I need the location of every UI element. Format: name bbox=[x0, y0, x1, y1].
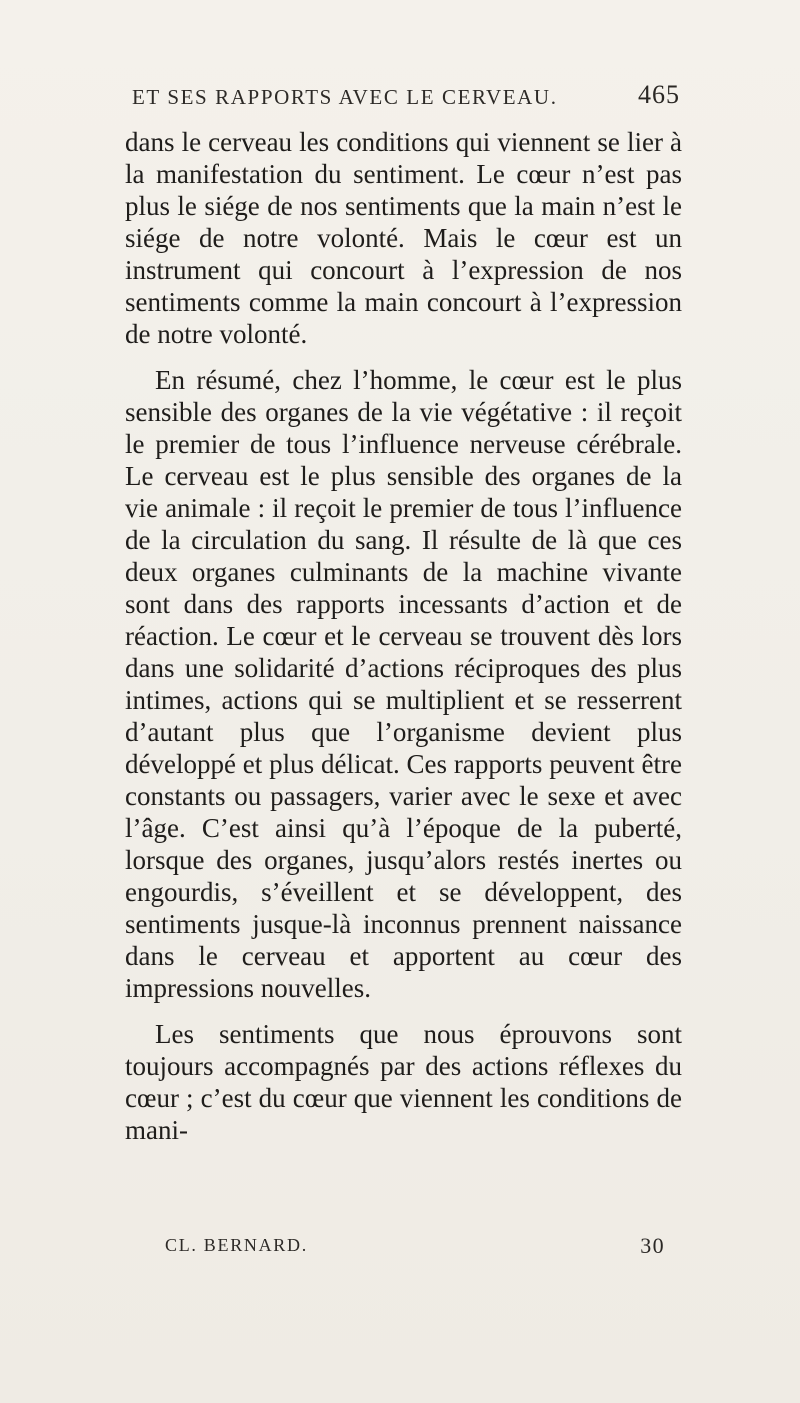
running-title: ET SES RAPPORTS AVEC LE CERVEAU. bbox=[132, 85, 558, 109]
running-head bbox=[126, 80, 680, 120]
page-footer bbox=[165, 1235, 665, 1265]
paragraph-summary: En résumé, chez l’homme, le cœur est le plus sensible des organes de la vie végétative : il reçoit le premier de tous l’influence nerveuse cérébrale. Le cerveau est le plus sensible des organes de la vie animale : il reçoit le premier de tous l’influence de la circulation du sang. Il résulte de là que ces deux organes culminants de la machine vivante sont dans des rapports incessants d’action et de réaction. Le cœur et le cerveau se trouvent dès lors dans une solidarité d’actions réciproques des plus intimes, actions qui se multiplient et se resserrent d’autant plus que l’organisme devient plus développé et plus délicat. Ces rapports peuvent être constants ou passagers, varier avec le sexe et avec l’âge. C’est ainsi qu’à l’époque de la puberté, lorsque des organes, jusqu’alors restés inertes ou engourdis, s’éveillent et se développent, des sentiments jusque-là inconnus prennent naissance dans le cerveau et apportent au cœur des impressions nouvelles. bbox=[125, 365, 682, 1003]
printer-signature: CL. BERNARD. bbox=[165, 1235, 308, 1255]
page-number: 465 bbox=[638, 80, 680, 109]
sheet-number: 30 bbox=[640, 1233, 665, 1258]
paragraph-continuation: dans le cerveau les conditions qui viennent se lier à la manifestation du sentiment. Le cœur n’est pas plus le siége de nos sentiments que la main n’est le siége de notre volonté. Mais le cœur est un instrument qui concourt à l’expression de nos sentiments comme la main concourt à l’expression de notre volonté. bbox=[125, 127, 682, 349]
main-text bbox=[125, 126, 682, 1160]
paragraph-sentiments: Les sentiments que nous éprouvons sont toujours accompagnés par des actions réflexes du cœur ; c’est du cœur que viennent les conditions de mani- bbox=[125, 1019, 682, 1145]
